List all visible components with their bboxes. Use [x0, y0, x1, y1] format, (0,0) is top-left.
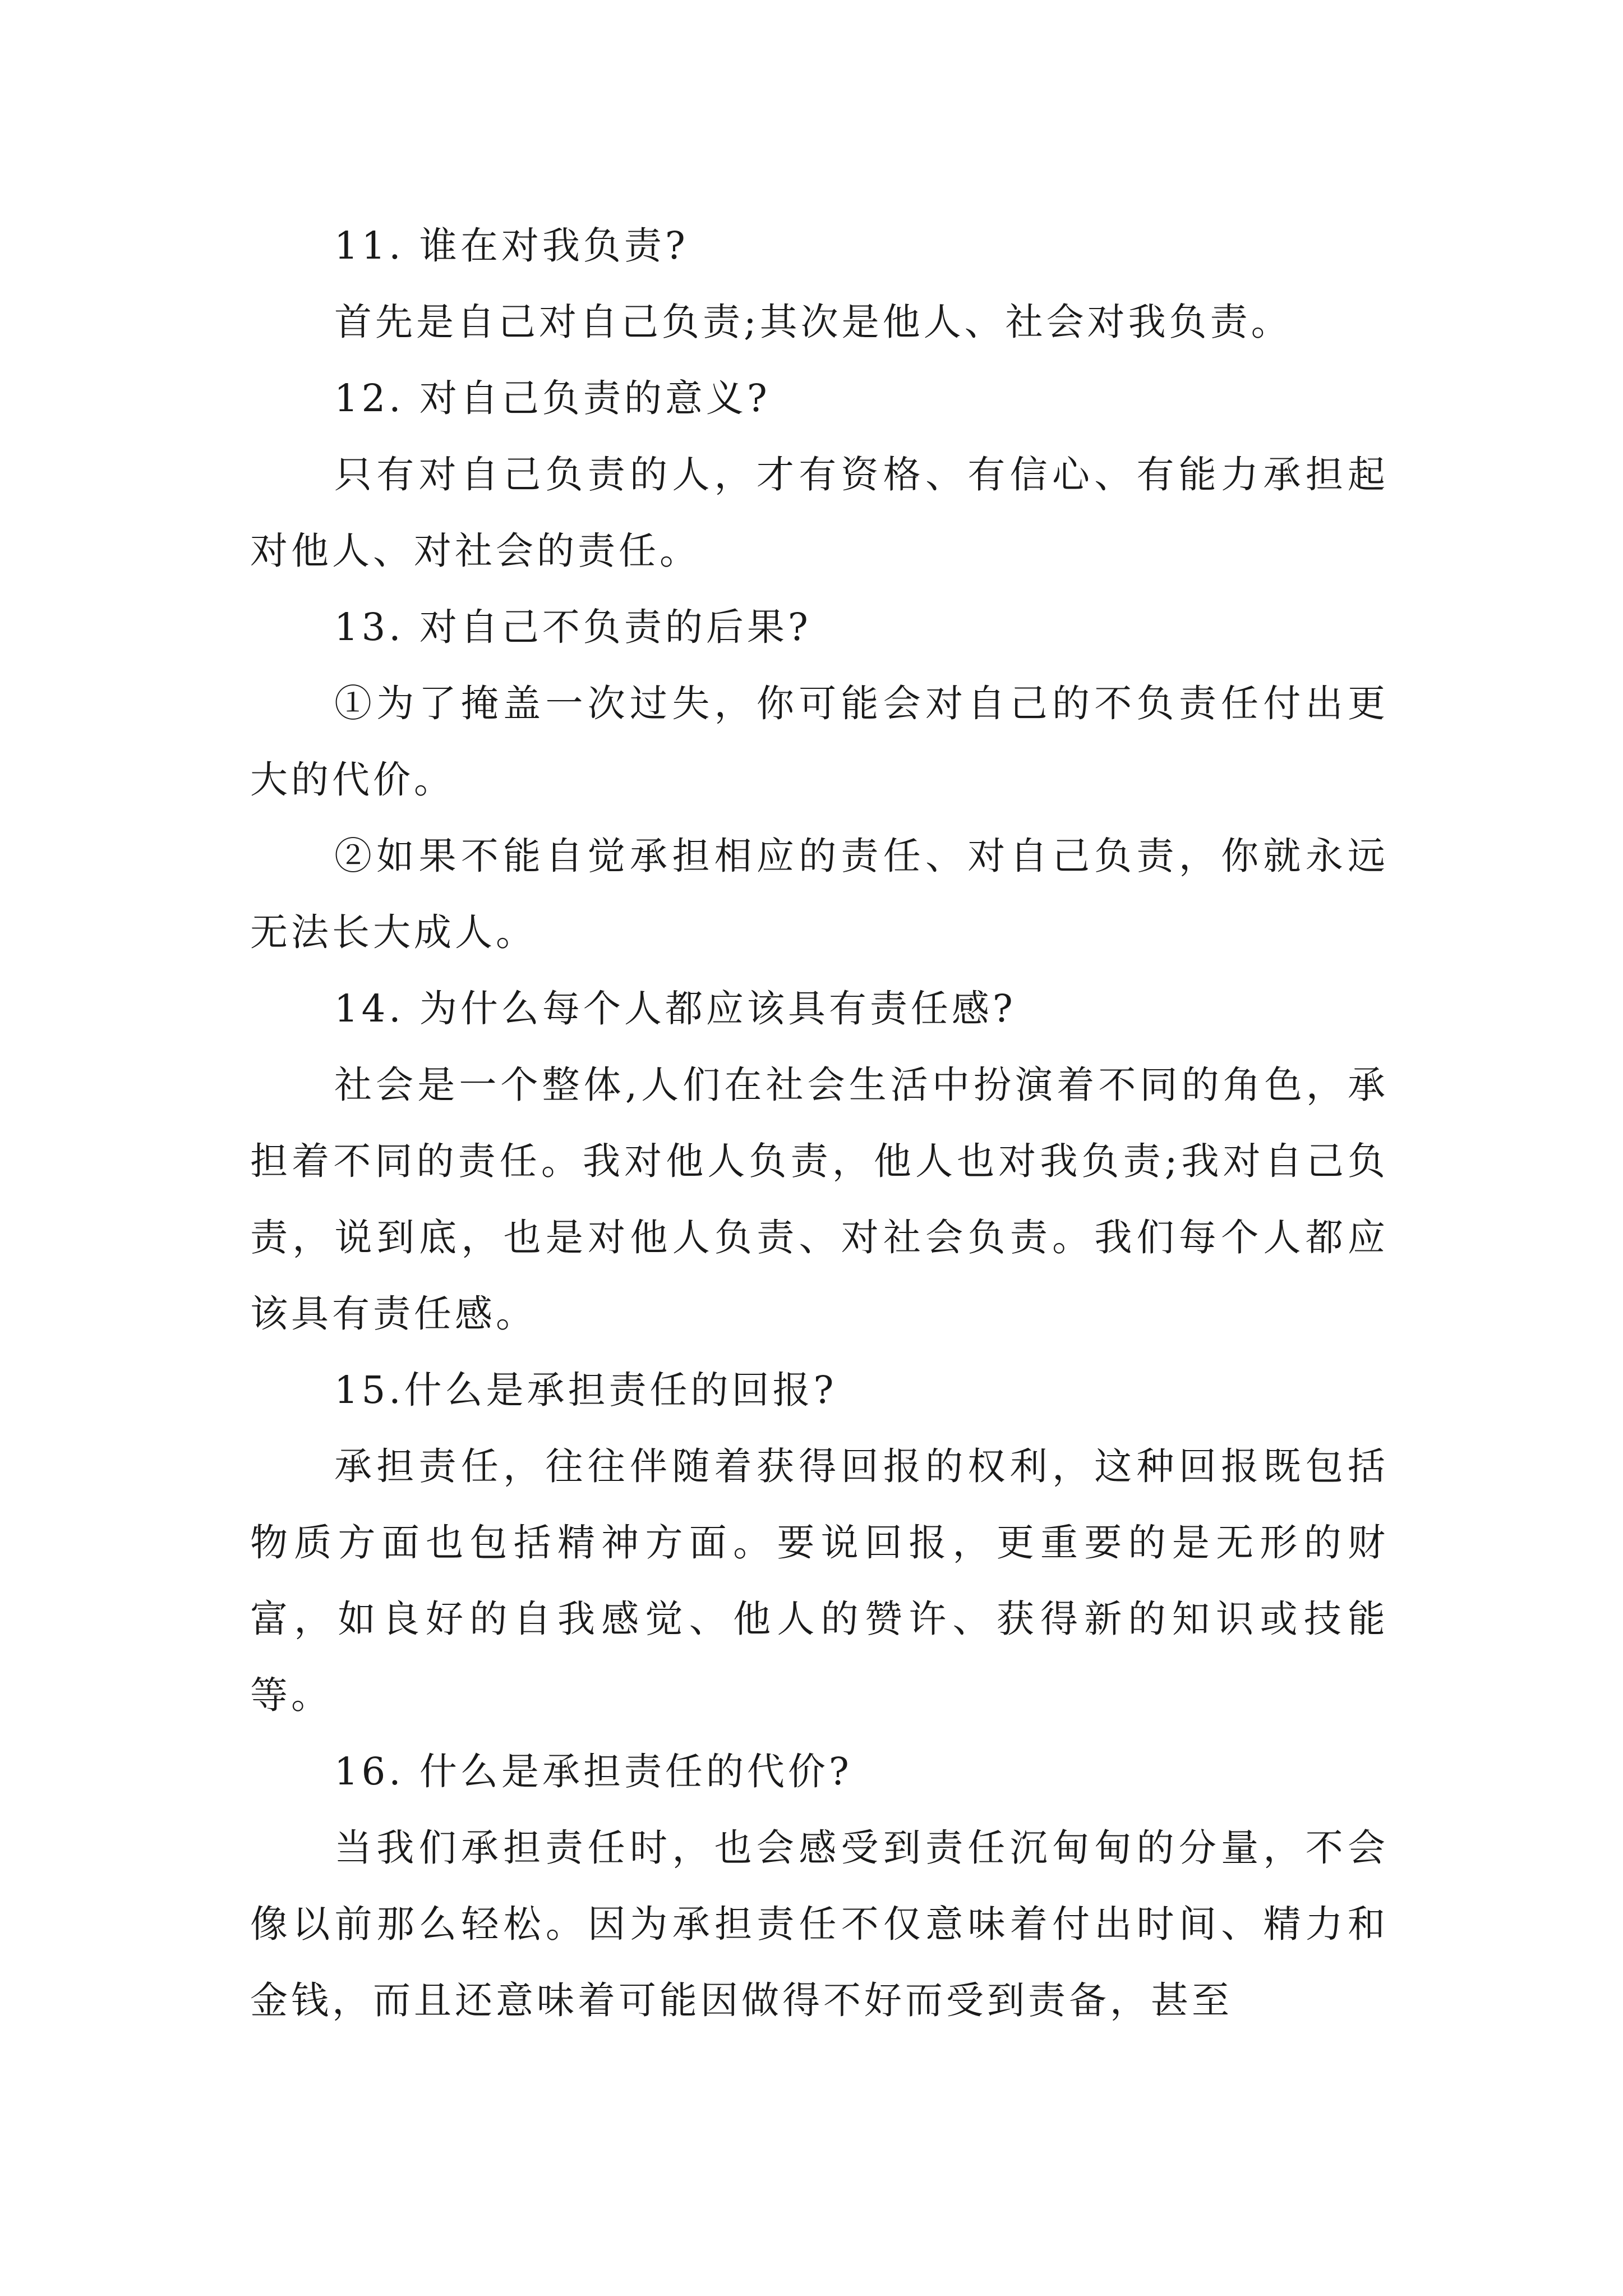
question-11: 11. 谁在对我负责?: [334, 224, 689, 268]
answer-11: 首先是自己对自己负责;其次是他人、社会对我负责。: [334, 300, 1292, 344]
question-15: 15.什么是承担责任的回报?: [334, 1368, 837, 1412]
question-16: 16. 什么是承担责任的代价?: [334, 1750, 852, 1793]
answer-14: 社会是一个整体,人们在社会生活中扮演着不同的角色，承担着不同的责任。我对他人负责，他人也对我负责;我对自己负责，说到底，也是对他人负责、对社会负责。我们每个人都应该具有责任感。: [250, 1063, 1389, 1336]
answer-16: 当我们承担责任时，也会感受到责任沉甸甸的分量，不会像以前那么轻松。因为承担责任不仅意味着付出时间、精力和金钱，而且还意味着可能因做得不好而受到责备，甚至: [250, 1826, 1389, 2022]
answer-13-point-2: ②如果不能自觉承担相应的责任、对自己负责，你就永远无法长大成人。: [250, 834, 1389, 954]
question-13: 13. 对自己不负责的后果?: [334, 605, 811, 649]
question-12: 12. 对自己负责的意义?: [334, 376, 771, 420]
answer-13-point-1: ①为了掩盖一次过失，你可能会对自己的不负责任付出更大的代价。: [250, 682, 1389, 802]
answer-12: 只有对自己负责的人，才有资格、有信心、有能力承担起对他人、对社会的责任。: [250, 453, 1389, 573]
question-14: 14. 为什么每个人都应该具有责任感?: [334, 987, 1016, 1030]
answer-15: 承担责任，往往伴随着获得回报的权利，这种回报既包括物质方面也包括精神方面。要说回报，更重要的是无形的财富，如良好的自我感觉、他人的赞许、获得新的知识或技能等。: [250, 1444, 1389, 1717]
document-body: [250, 208, 1389, 2039]
